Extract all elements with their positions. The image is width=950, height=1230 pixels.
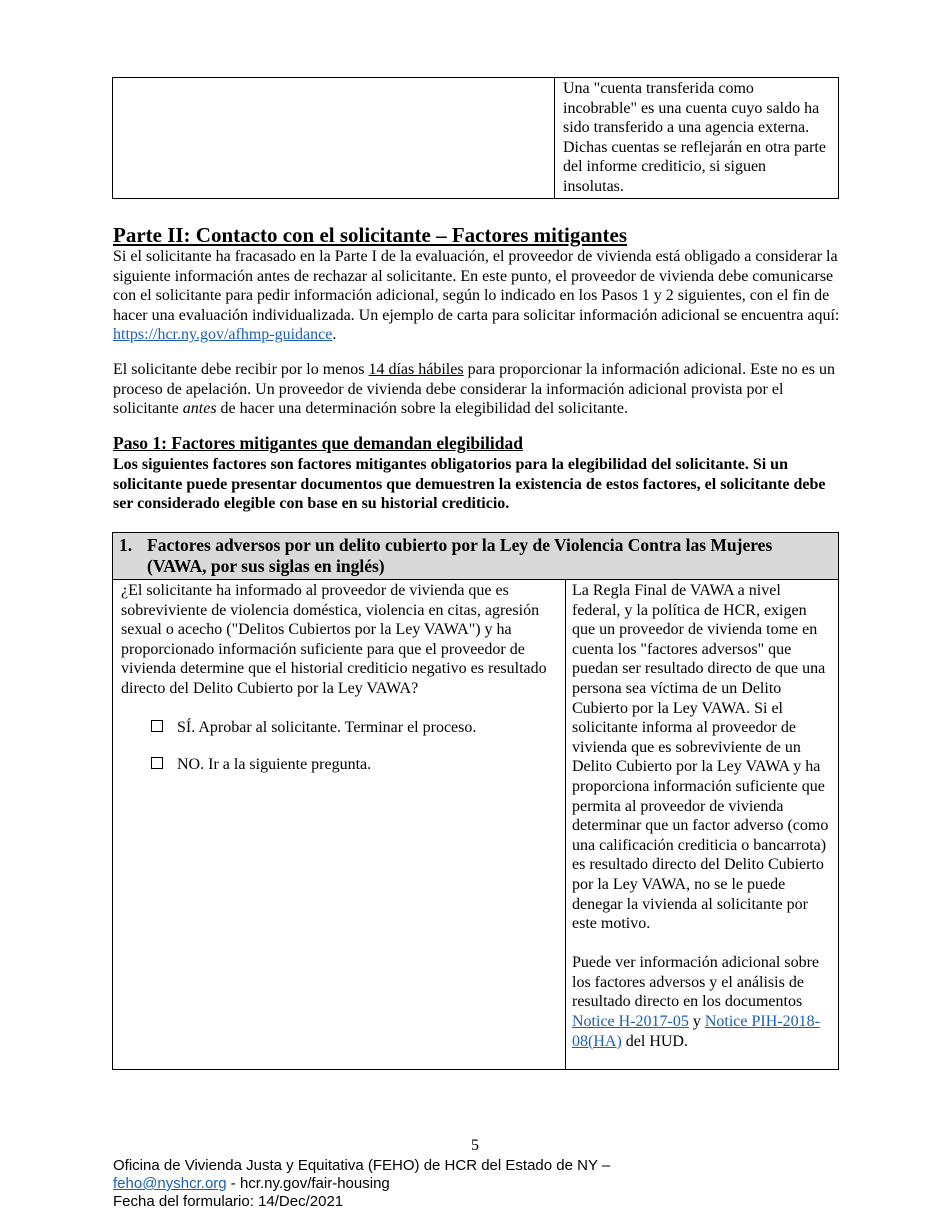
vawa-table-header (113, 533, 839, 580)
feho-email-link[interactable]: feho@nyshcr.org (113, 1175, 227, 1192)
part2-p1-text: Si el solicitante ha fracasado en la Parte I de la evaluación, el proveedor de vivienda está obligado a considerar la siguiente información antes de rechazar al solicitante. En este punto, el proveedor de vivienda debe comunicarse con el solicitante para pedir información adicional, según lo indicado en los Pasos 1 y 2 siguientes, con el fin de hacer una evaluación individualizada. Un ejemplo de carta para solicitar información adicional se encuentra aquí: (113, 248, 840, 324)
footer (113, 1157, 610, 1211)
page-number: 5 (471, 1137, 479, 1154)
step1-heading: Paso 1: Factores mitigantes que demandan elegibilidad (113, 433, 523, 453)
step1-bold-paragraph: Los siguientes factores son factores mitigantes obligatorios para la elegibilidad del solicitante. Si un solicitante puede presentar documentos que demuestren la existencia de estos factores, el solicitante debe ser considerado elegible con base en su historial crediticio. (113, 456, 826, 513)
footer-website: - hcr.ny.gov/fair-housing (226, 1175, 390, 1192)
vawa-header-text: Factores adversos por un delito cubierto por la Ley de Violencia Contra las Mujeres (VAWA, por sus siglas en inglés) (147, 535, 773, 576)
option-no[interactable] (121, 755, 557, 775)
option-no-label: NO. Ir a la siguiente pregunta. (177, 756, 372, 774)
part2-paragraph-2 (113, 360, 843, 419)
part2-paragraph-1 (113, 247, 843, 345)
notice-pih-2018-08-link[interactable]: Notice PIH-2018-08(HA) (572, 1013, 820, 1050)
option-yes-label: SÍ. Aprobar al solicitante. Terminar el proceso. (177, 718, 477, 736)
checkbox-yes[interactable] (151, 720, 163, 732)
vawa-p2-text-a: Puede ver información adicional sobre los factores adversos y el análisis de resultado directo en los documentos (572, 954, 820, 1011)
part2-p2-text-b: para proporcionar la información adicional. Este no es un proceso de apelación. Un proveedor de vivienda debe considerar la información adicional provista por el solicitante (113, 361, 835, 418)
vawa-explanation-p1: La Regla Final de VAWA a nivel federal, y la política de HCR, exigen que un proveedor de vivienda tome en cuenta los "factores adversos" que puedan ser resultado directo de que una persona sea víctima de un Delito Cubierto por la Ley VAWA. Si el solicitante informa al proveedor de vivienda que es sobreviviente de un Delito Cubierto por la Ley VAWA y ha proporciona información suficiente que permita al proveedor de vivienda determinar que un factor adverso (como una calificación crediticia o bancarrota) es resultado directo del Delito Cubierto por la Ley VAWA, no se le puede denegar la vivienda al solicitante por este motivo. (572, 582, 829, 933)
vawa-question-cell (113, 580, 566, 1070)
part2-p2-text-c: de hacer una determinación sobre la elegibilidad del solicitante. (216, 400, 628, 418)
top-table (112, 77, 839, 199)
part2-p1-end: . (332, 326, 337, 344)
footer-line-2 (113, 1175, 610, 1193)
vawa-explanation-cell (566, 580, 839, 1070)
footer-line-1: Oficina de Vivienda Justa y Equitativa (FEHO) de HCR del Estado de NY – (113, 1157, 611, 1174)
checkbox-no[interactable] (151, 757, 163, 769)
vawa-explanation-p2 (572, 953, 832, 1051)
vawa-question: ¿El solicitante ha informado al proveedor de vivienda que es sobreviviente de violencia doméstica, violencia en citas, agresión sexual o acecho ("Delitos Cubiertos por la Ley VAWA") y ha proporcionado información suficiente para que el proveedor de vivienda determine que el historial crediticio negativo es resultado directo del Delito Cubierto por la Ley VAWA? (121, 582, 547, 697)
afhmp-guidance-link[interactable]: https://hcr.ny.gov/afhmp-guidance (113, 326, 333, 344)
vawa-number: 1. (119, 535, 133, 555)
part2-p2-text-a: El solicitante debe recibir por lo menos (113, 361, 369, 378)
uncollectible-account-note: Una "cuenta transferida como incobrable" es una cuenta cuyo saldo ha sido transferido a una agencia externa. Dichas cuentas se reflejarán en otra parte del informe crediticio, si siguen insolutas. (563, 80, 826, 195)
vawa-p2-text-c: del HUD. (621, 1032, 688, 1050)
top-table-right-cell (555, 78, 839, 199)
vawa-p2-text-b: y (688, 1013, 705, 1031)
part2-heading: Parte II: Contacto con el solicitante – Factores mitigantes (113, 223, 627, 247)
before-italic-text: antes (182, 400, 217, 418)
top-table-left-cell (113, 78, 555, 199)
footer-form-date: Fecha del formulario: 14/Dec/2021 (113, 1193, 344, 1210)
fourteen-days-text: 14 días hábiles (368, 361, 464, 378)
notice-h-2017-05-link[interactable]: Notice H-2017-05 (572, 1013, 689, 1031)
option-yes[interactable] (121, 718, 557, 738)
vawa-table (112, 532, 839, 1070)
